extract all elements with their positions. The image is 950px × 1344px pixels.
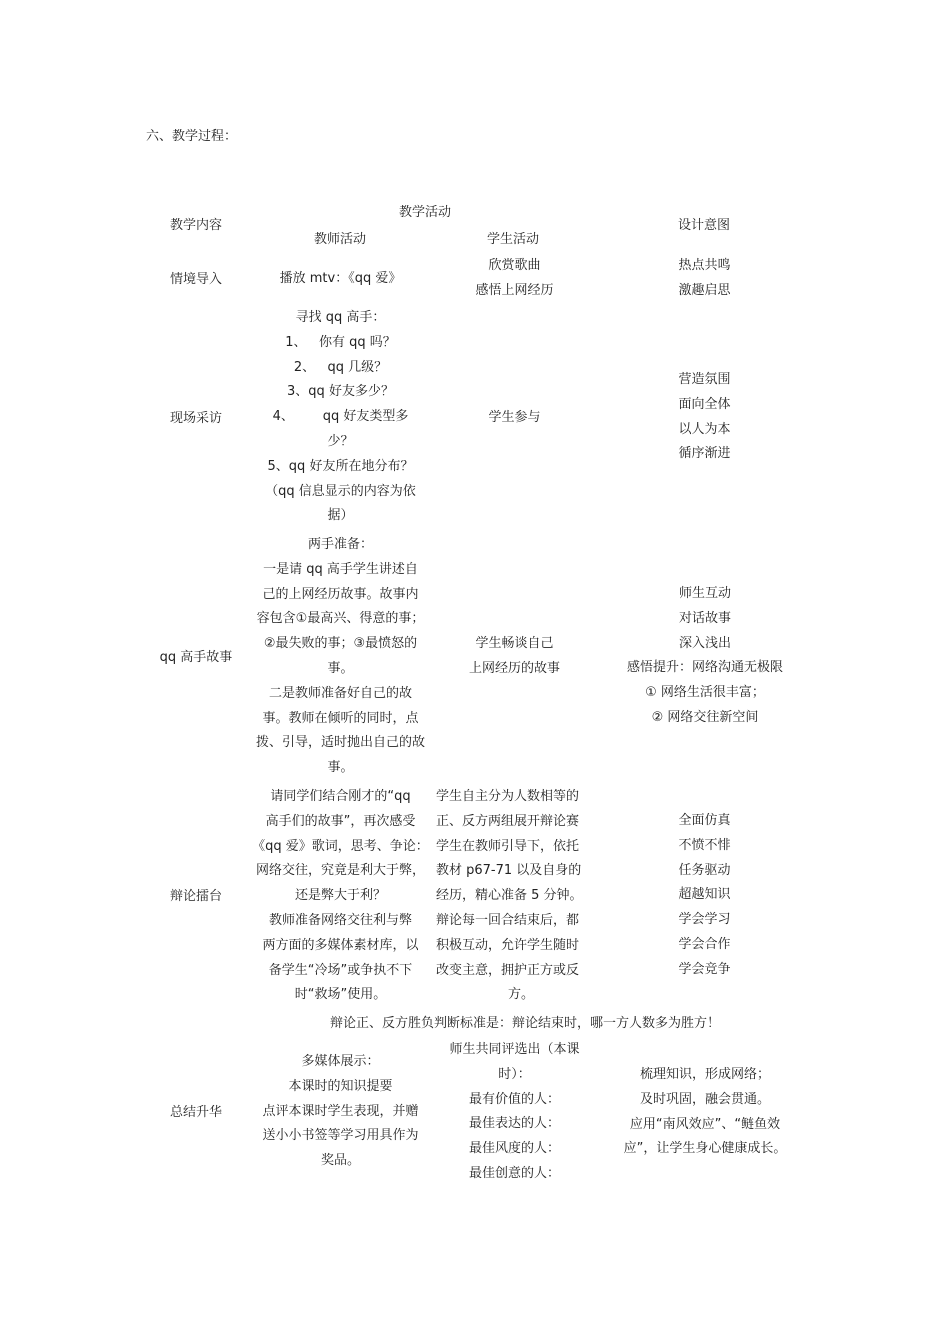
text-line: 教材 p67-71 以及自身的 — [436, 863, 582, 879]
text-line: 深入浅出 — [678, 635, 731, 651]
text-line: 3、qq 好友多少？ — [287, 384, 394, 400]
text-line: 方。 — [507, 987, 534, 1003]
text-line: 时“救场”使用。 — [294, 987, 387, 1003]
row-intent — [612, 254, 797, 304]
text-line: 教师准备网络交往利与弊 — [268, 912, 412, 928]
row-content: 情境导入 — [169, 272, 222, 287]
text-line: 对话故事 — [678, 610, 731, 626]
text-line: 感悟提升：网络沟通无极限 — [626, 660, 783, 676]
text-line: 事。教师在倾听的同时，点 — [262, 710, 419, 726]
text-line: 营造氛围 — [678, 372, 731, 387]
text-line: 超越知识 — [678, 887, 731, 903]
text-line: 最有价值的人： — [468, 1091, 560, 1107]
text-line: 学生参与 — [488, 410, 541, 425]
text-line: 两方面的多媒体素材库，以 — [262, 937, 419, 953]
row-student — [432, 1038, 597, 1187]
text-line: 面向全体 — [678, 396, 731, 412]
row-content: 辩论擂台 — [169, 889, 222, 904]
text-line: 学生畅谈自己 — [475, 636, 554, 651]
text-line: 播放 mtv：《qq 爱》 — [279, 271, 402, 286]
text-line: 正、反方两组展开辩论赛 — [436, 813, 580, 829]
text-line: 积极互动，允许学生随时 — [436, 937, 580, 953]
text-line: 奖品。 — [320, 1153, 360, 1169]
text-line: 师生互动 — [678, 586, 731, 601]
text-line: 送小小书签等学习用具作为 — [262, 1128, 419, 1144]
text-line: 事。 — [327, 660, 354, 676]
text-line: 以人为本 — [678, 421, 731, 437]
text-line: ②最失败的事；③最愤怒的 — [263, 636, 418, 652]
text-line: 学会合作 — [678, 936, 731, 952]
text-line: 据） — [327, 508, 354, 524]
text-line: 容包含①最高兴、得意的事； — [256, 611, 425, 627]
text-line: 拨、引导，适时抛出自己的故 — [255, 735, 425, 751]
text-line: 备学生“冷场”或争执不下 — [268, 962, 413, 978]
text-line: ② 网络交往新空间 — [651, 709, 759, 725]
text-line: 点评本课时学生表现，并赠 — [262, 1103, 419, 1119]
header-activity: 教学活动 — [398, 205, 451, 220]
section-title: 六、教学过程： — [146, 129, 238, 144]
text-line: 寻找 qq 高手： — [295, 310, 386, 325]
text-line: 欣赏歌曲 — [488, 258, 541, 273]
text-line: 循序渐进 — [678, 446, 731, 462]
text-line: 一是请 qq 高手学生讲述自 — [263, 561, 418, 577]
row-content: 总结升华 — [169, 1105, 222, 1120]
text-line: 学会学习 — [678, 912, 731, 928]
text-line: 4、 qq 好友类型多 — [272, 409, 409, 425]
text-line: 多媒体展示： — [301, 1054, 380, 1069]
text-line: 应”，让学生身心健康成长。 — [623, 1141, 787, 1157]
row-student — [437, 406, 592, 431]
text-line: 学生自主分为人数相等的 — [436, 789, 580, 804]
text-line: 经历，精心准备 5 分钟。 — [436, 888, 583, 904]
text-line: 学生在教师引导下，依托 — [436, 838, 580, 854]
header-student: 学生活动 — [486, 232, 539, 247]
text-line: 高手们的故事”，再次感受 — [265, 813, 416, 829]
text-line: 最佳创意的人： — [468, 1165, 560, 1181]
text-line: 师生共同评选出（本课 — [449, 1042, 580, 1057]
header-teacher: 教师活动 — [313, 232, 366, 247]
row-teacher — [253, 306, 428, 529]
row-teacher — [248, 785, 433, 1008]
text-line: 两手准备： — [307, 537, 373, 552]
text-line: 时）： — [498, 1066, 531, 1082]
row-teacher — [248, 533, 433, 781]
text-line: 1、 你有 qq 吗？ — [285, 334, 396, 350]
text-line: 还是弊大于利？ — [294, 888, 386, 904]
text-line: 及时巩固，融会贯通。 — [639, 1091, 770, 1107]
text-line: 最佳风度的人： — [468, 1141, 560, 1157]
text-line: 感悟上网经历 — [475, 282, 554, 298]
text-line: 辩论每一回合结束后，都 — [436, 912, 580, 928]
row-student — [437, 632, 592, 682]
row-teacher — [248, 1050, 433, 1174]
text-line: 请同学们结合刚才的“qq — [270, 789, 411, 804]
row-intent — [612, 368, 797, 467]
text-line: 二是教师准备好自己的故 — [268, 685, 412, 701]
text-line: （qq 信息显示的内容为依 — [265, 483, 416, 499]
row-intent — [600, 1063, 810, 1162]
text-line: 网络交往，究竟是利大于弊， — [255, 863, 425, 879]
text-line: 梳理知识，形成网络； — [639, 1067, 770, 1082]
text-line: 本课时的知识提要 — [288, 1078, 393, 1094]
text-line: 《qq 爱》歌词，思考、争论： — [252, 838, 429, 854]
text-line: 最佳表达的人： — [468, 1116, 560, 1132]
debate-rule-note: 辩论正、反方胜负判断标准是：辩论结束时，哪一方人数多为胜方！ — [329, 1016, 720, 1031]
text-line: 学会竞争 — [678, 961, 731, 977]
text-line: 不愤不悱 — [678, 837, 731, 853]
text-line: 少？ — [327, 433, 354, 449]
header-content: 教学内容 — [169, 218, 222, 233]
text-line: 任务驱动 — [678, 862, 731, 878]
text-line: 激趣启思 — [678, 282, 731, 298]
text-line: 应用“南风效应”、“鲢鱼效 — [629, 1116, 781, 1132]
text-line: 上网经历的故事 — [468, 660, 560, 676]
text-line: 事。 — [327, 760, 354, 776]
header-intent: 设计意图 — [677, 218, 730, 233]
row-content: qq 高手故事 — [159, 650, 233, 665]
text-line: 全面仿真 — [678, 813, 731, 828]
text-line: 己的上网经历故事。故事内 — [262, 586, 419, 602]
text-line: 5、qq 好友所在地分布？ — [267, 458, 414, 474]
row-student — [436, 785, 606, 1008]
row-intent — [605, 582, 805, 731]
text-line: ① 网络生活很丰富； — [645, 685, 765, 701]
text-line: 改变主意，拥护正方或反 — [436, 962, 580, 978]
row-content: 现场采访 — [169, 411, 222, 426]
text-line: 2、 qq 几级？ — [293, 359, 388, 375]
row-intent — [612, 809, 797, 983]
row-student — [437, 254, 592, 304]
text-line: 热点共鸣 — [678, 258, 731, 273]
row-teacher — [253, 267, 428, 292]
